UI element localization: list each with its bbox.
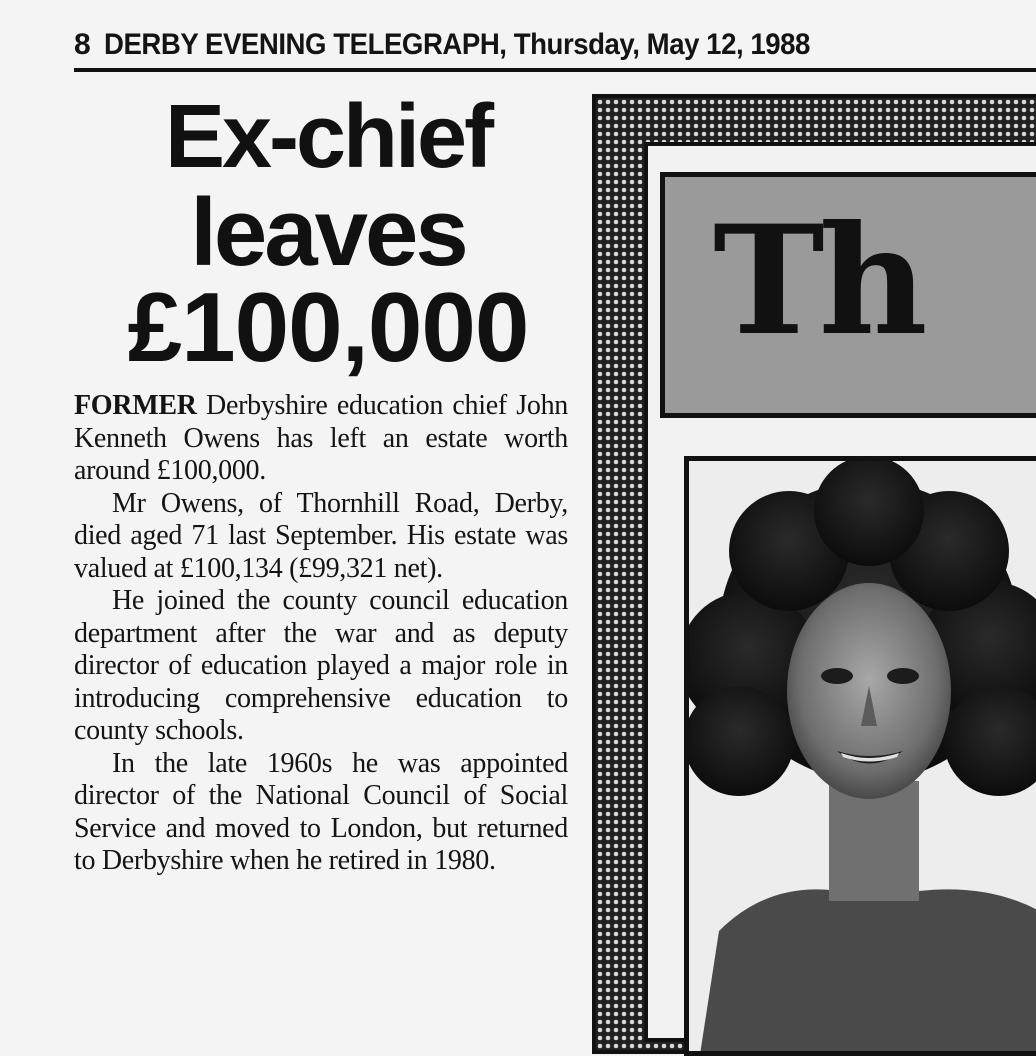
article-paragraph-4: In the late 1960s he was appointed director of the National Council of Social Service and moved to London, but returned to Derbyshire when he retired in 1980. — [74, 747, 568, 876]
advert-photo — [684, 456, 1036, 1056]
article-paragraph-3: He joined the county council education department after the war and as deputy director of education played a major role in introducing comprehensive education to county schools. — [74, 585, 568, 746]
paper-name: DERBY EVENING TELEGRAPH, — [104, 28, 507, 61]
article-paragraph-2: Mr Owens, of Thornhill Road, Derby, died aged 71 last September. His estate was valued at £100,134 (£99,321 net). — [74, 487, 568, 584]
article-paragraph-1-text: Derbyshire education chief John Kenneth Owens has left an estate worth around £100,000. — [74, 390, 568, 486]
advert-title: Th — [713, 193, 922, 369]
article-paragraph-1 — [74, 390, 568, 488]
portrait-photo — [689, 461, 1036, 1056]
advert-title-box — [660, 172, 1036, 418]
headline-line-3: £100,000 — [127, 272, 529, 382]
page-number: 8 — [74, 28, 91, 61]
issue-date: Thursday, May 12, 1988 — [513, 28, 811, 61]
headline-line-2: leaves — [190, 179, 466, 286]
headline-line-1: Ex-chief — [164, 87, 492, 187]
article-lead-word: FORMER — [74, 390, 197, 421]
masthead-text — [104, 22, 810, 68]
article-body — [74, 390, 568, 878]
masthead — [74, 22, 1036, 72]
article-headline — [78, 87, 578, 382]
